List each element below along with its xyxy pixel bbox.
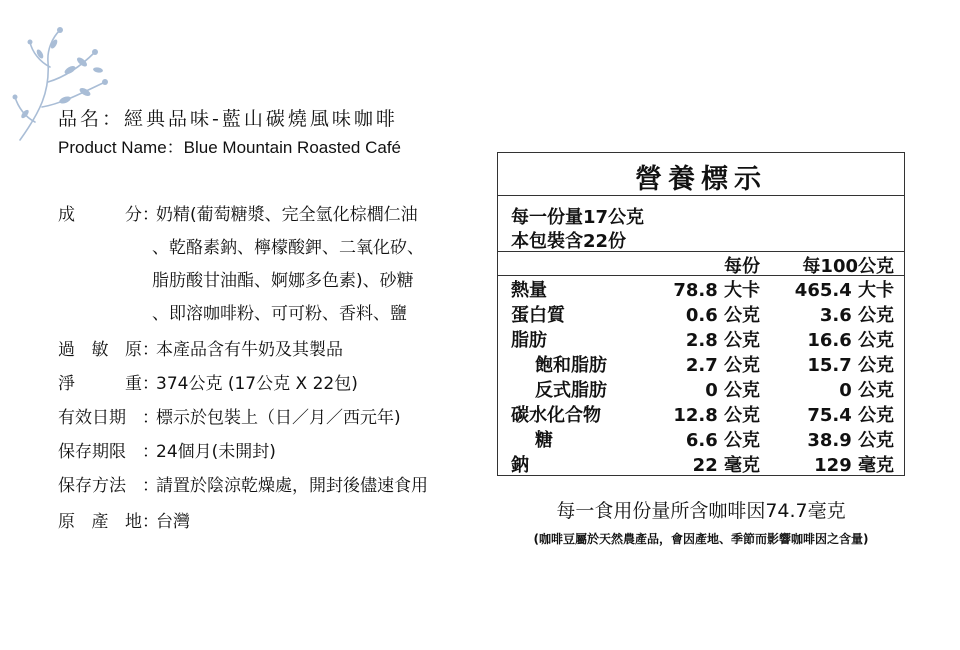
ingredients-line: 脂肪酸甘油酯、婀娜多色素)、砂糖 [152,271,414,291]
detail-expiry: 有效日期 ： 標示於包裝上（日／月／西元年) [58,408,401,428]
detail-storage: 保存方法 ： 請置於陰涼乾燥處，開封後儘速食用 [58,476,428,496]
ingredients-line: 、乾酪素鈉、檸檬酸鉀、二氧化矽、 [152,238,424,258]
nutrition-row-sugar: 糖 6.6 公克 38.9 公克 [535,430,894,451]
nutrition-row-protein: 蛋白質 0.6 公克 3.6 公克 [511,305,894,326]
nutrition-row-carbohydrate: 碳水化合物 12.8 公克 75.4 公克 [511,405,894,426]
nutrition-title: 營養標示 [635,164,767,195]
nutrition-row-saturated-fat: 飽和脂肪 2.7 公克 15.7 公克 [535,355,894,376]
caffeine-content: 每一食用份量所含咖啡因74.7毫克 [556,500,846,522]
serving-size: 每一份量17公克 [511,207,645,228]
product-name-zh: 品名：經典品味-藍山碳燒風味咖啡 [58,108,398,130]
nutrition-row-sodium: 鈉 22 毫克 129 毫克 [511,455,894,476]
nutrition-facts-table [497,152,905,476]
caffeine-note: (咖啡豆屬於天然農產品，會因產地、季節而影響咖啡因之含量) [533,532,869,546]
nutrition-row-fat: 脂肪 2.8 公克 16.6 公克 [511,330,894,351]
detail-origin: 原 產 地 ： 台灣 [58,512,190,532]
ingredients-line: 、即溶咖啡粉、可可粉、香料、鹽 [152,304,407,324]
ingredients-line: 奶精(葡萄糖漿、完全氫化棕櫚仁油 [156,205,418,225]
column-per-serving: 每份 [724,256,760,277]
column-per-100g: 每100公克 [802,256,894,277]
ingredients-label: 成 分 [58,205,142,225]
product-name-en: Product Name：Blue Mountain Roasted Café [58,138,402,157]
divider [498,195,904,196]
servings-per-package: 本包裝含22份 [511,231,627,252]
detail-net-weight: 淨 重 ： 374公克 (17公克 X 22包) [58,374,358,394]
detail-shelf-life: 保存期限 ： 24個月(未開封) [58,442,276,462]
detail-allergen: 過 敏 原 ： 本產品含有牛奶及其製品 [58,340,343,360]
nutrition-row-trans-fat: 反式脂肪 0 公克 0 公克 [535,380,894,401]
nutrition-row-energy: 熱量 78.8 大卡 465.4 大卡 [511,280,894,301]
ingredients-row: 成 分 ： 奶精(葡萄糖漿、完全氫化棕櫚仁油 [58,200,418,225]
